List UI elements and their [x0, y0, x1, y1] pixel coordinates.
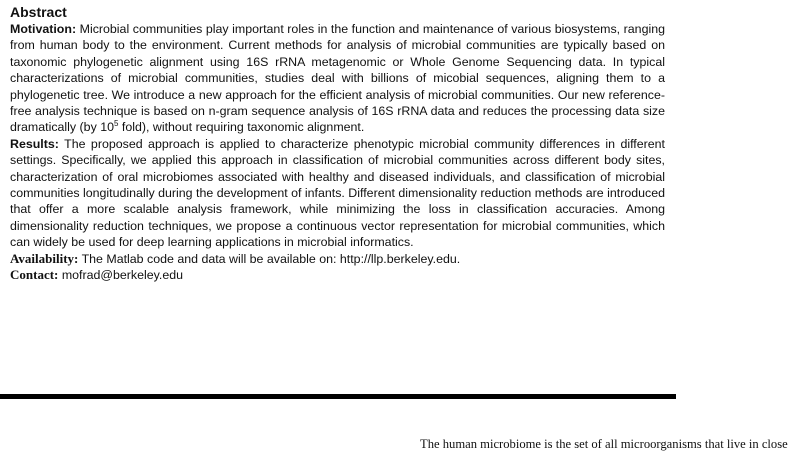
motivation-text-part2: fold), without requiring taxonomic alignment. [118, 120, 365, 135]
contact-text: mofrad@berkeley.edu [58, 268, 184, 283]
availability-text: The Matlab code and data will be available on: http://llp.berkeley.edu. [78, 251, 461, 266]
motivation-label: Motivation: [10, 22, 77, 36]
availability-label: Availability: [10, 250, 79, 266]
availability-paragraph [10, 251, 665, 267]
motivation-text-part1: Microbial communities play important roles in the function and maintenance of various biosystems, ranging from human body to the environment. Current methods for analysis of microbial communities are typically based on taxonomic phylogenetic alignment using 16S rRNA metagenomic or Whole Genome Sequencing data. In typical characterizations of microbial communities, studies deal with billions of micobial sequences, aligning them to a phylogenetic tree. We introduce a new approach for the efficient analysis of microbial communities. Our new reference-free analysis technique is based on n-gram sequence analysis of 16S rRNA data and reduces the processing data size dramatically (by 10 [10, 22, 665, 135]
body-first-line: The human microbiome is the set of all microorganisms that live in close [420, 437, 788, 451]
contact-paragraph [10, 267, 665, 283]
motivation-exponent: 5 [113, 119, 119, 129]
results-paragraph [10, 136, 665, 251]
abstract-heading: Abstract [10, 4, 67, 20]
results-text: The proposed approach is applied to characterize phenotypic microbial community differences in different settings. Specifically, we applied this approach in classification of microbial communities across different body sites, characterization of oral microbiomes associated with healthy and diseased individuals, and classification of microbial communities longitudinally during the development of infants. Different dimensionality reduction methods are introduced that offer a more scalable analysis framework, while minimizing the loss in classification accuracies. Among dimensionality reduction techniques, we propose a continuous vector representation for microbial communities, which can widely be used for deep learning applications in microbial informatics. [10, 136, 665, 250]
abstract-section [10, 4, 665, 284]
contact-label: Contact: [10, 267, 59, 283]
results-label: Results: [10, 136, 59, 151]
section-divider [0, 394, 676, 399]
motivation-paragraph [10, 21, 665, 136]
